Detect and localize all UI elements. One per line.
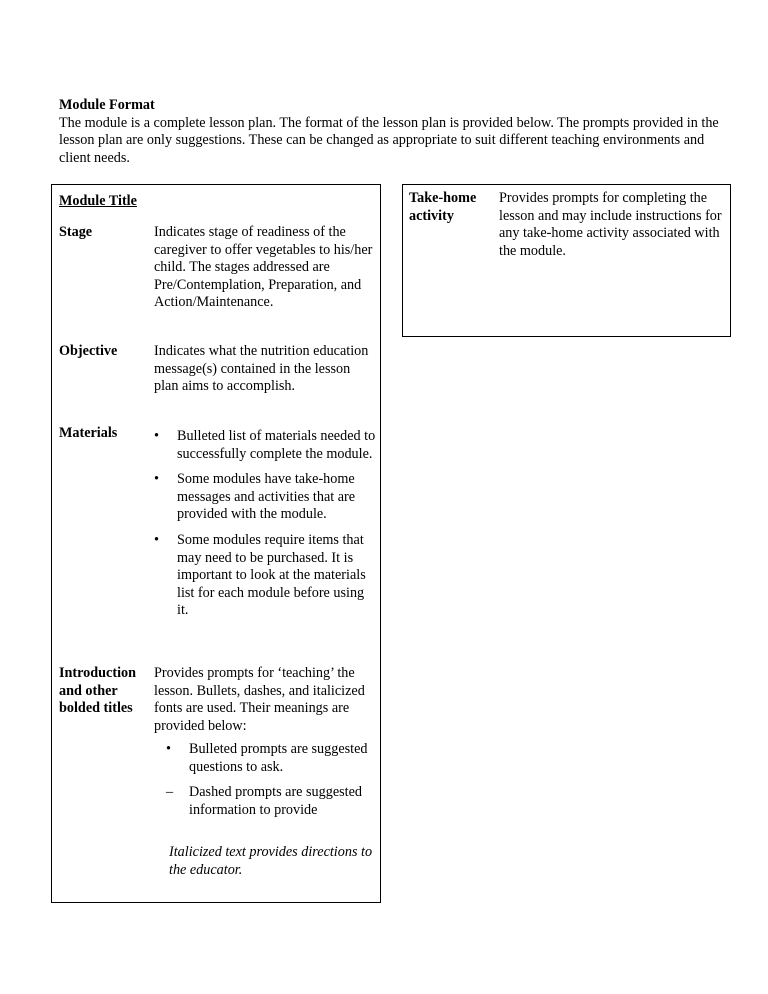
module-title-heading: Module Title	[59, 193, 137, 209]
dashed-prompt-legend	[166, 784, 376, 819]
objective-label: Objective	[59, 343, 118, 359]
materials-item	[154, 471, 376, 524]
materials-item-text: Bulleted list of materials needed to successfully complete the module.	[177, 428, 376, 462]
italic-prompt-note: Italicized text provides directions to the educator.	[169, 844, 373, 878]
objective-description: Indicates what the nutrition education message(s) contained in the lesson plan aims to accomplish.	[154, 343, 369, 395]
bullet-icon: •	[166, 741, 171, 757]
bullet-icon: •	[154, 531, 159, 548]
materials-label: Materials	[59, 425, 118, 441]
materials-item-text: Some modules require items that may need to be purchased. It is important to look at the materials list for each module before using it.	[177, 531, 366, 619]
materials-item	[154, 532, 376, 620]
stage-label: Stage	[59, 224, 93, 240]
module-format-intro	[59, 97, 719, 167]
prompt-legend	[166, 741, 376, 827]
dashed-prompt-text: Dashed prompts are suggested information to provide	[189, 784, 362, 818]
module-format-paragraph: The module is a complete lesson plan. The format of the lesson plan is provided below. The prompts provided in the lesson plan are only suggestions. These can be changed as appropriate to suit different teaching environments and client needs.	[59, 114, 719, 166]
materials-item-text: Some modules have take-home messages and activities that are provided with the module.	[177, 471, 356, 523]
take-home-label: Take-home activity	[409, 190, 477, 224]
materials-list	[154, 428, 376, 628]
introduction-label: Introduction and other bolded titles	[59, 665, 136, 717]
dash-icon: –	[166, 784, 174, 801]
module-outline-box	[51, 184, 381, 903]
take-home-box	[402, 184, 731, 337]
introduction-description: Provides prompts for ‘teaching’ the lesson. Bullets, dashes, and italicized fonts are used. Their meanings are provided below:	[154, 665, 365, 734]
bulleted-prompt-legend	[166, 741, 376, 776]
materials-item	[154, 428, 376, 463]
stage-description: Indicates stage of readiness of the caregiver to offer vegetables to his/her child. The stages addressed are Pre/Contemplation, Preparation, and Action/Maintenance.	[154, 224, 373, 311]
take-home-description: Provides prompts for completing the lesson and may include instructions for any take-home activity associated with the module.	[499, 190, 722, 259]
bullet-icon: •	[154, 428, 159, 444]
bullet-icon: •	[154, 471, 159, 488]
module-format-heading: Module Format	[59, 97, 155, 113]
bulleted-prompt-text: Bulleted prompts are suggested questions to ask.	[189, 741, 368, 775]
